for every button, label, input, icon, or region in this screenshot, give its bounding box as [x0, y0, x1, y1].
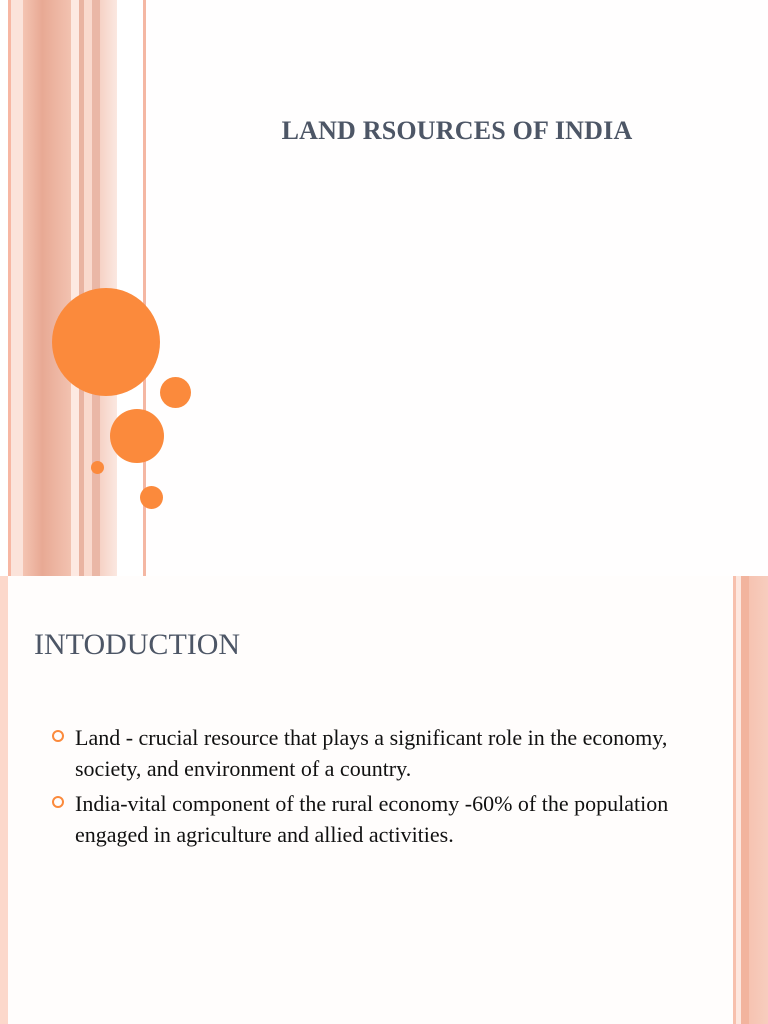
- decor-circle-medium: [110, 409, 164, 463]
- bullet-text: Land - crucial resource that plays a significant role in the economy, society, and environment of a country.: [75, 725, 668, 781]
- decor-stripe: [0, 576, 8, 1024]
- decor-stripe: [84, 0, 92, 576]
- bullet-text: India-vital component of the rural economy -60% of the population engaged in agriculture and allied activities.: [75, 791, 669, 847]
- decor-circle-tiny: [91, 461, 104, 474]
- decor-stripe: [741, 576, 749, 1024]
- decor-circle-small: [140, 486, 163, 509]
- decor-circle-small: [160, 377, 191, 408]
- decor-stripe: [117, 0, 143, 576]
- ring-bullet-icon: [52, 796, 64, 808]
- list-item: [52, 722, 712, 784]
- decor-stripe: [749, 576, 768, 1024]
- decor-circle-large: [52, 288, 160, 396]
- decor-stripe: [23, 0, 71, 576]
- decor-stripe: [0, 0, 8, 576]
- list-item: [52, 788, 712, 850]
- decor-stripe: [11, 0, 23, 576]
- content-slide: [0, 576, 768, 1024]
- ring-bullet-icon: [52, 730, 64, 742]
- slide-title: LAND RSOURCES OF INDIA: [281, 116, 633, 145]
- section-heading: INTODUCTION: [34, 628, 241, 661]
- decor-stripe: [71, 0, 79, 576]
- bullet-list: [52, 722, 712, 854]
